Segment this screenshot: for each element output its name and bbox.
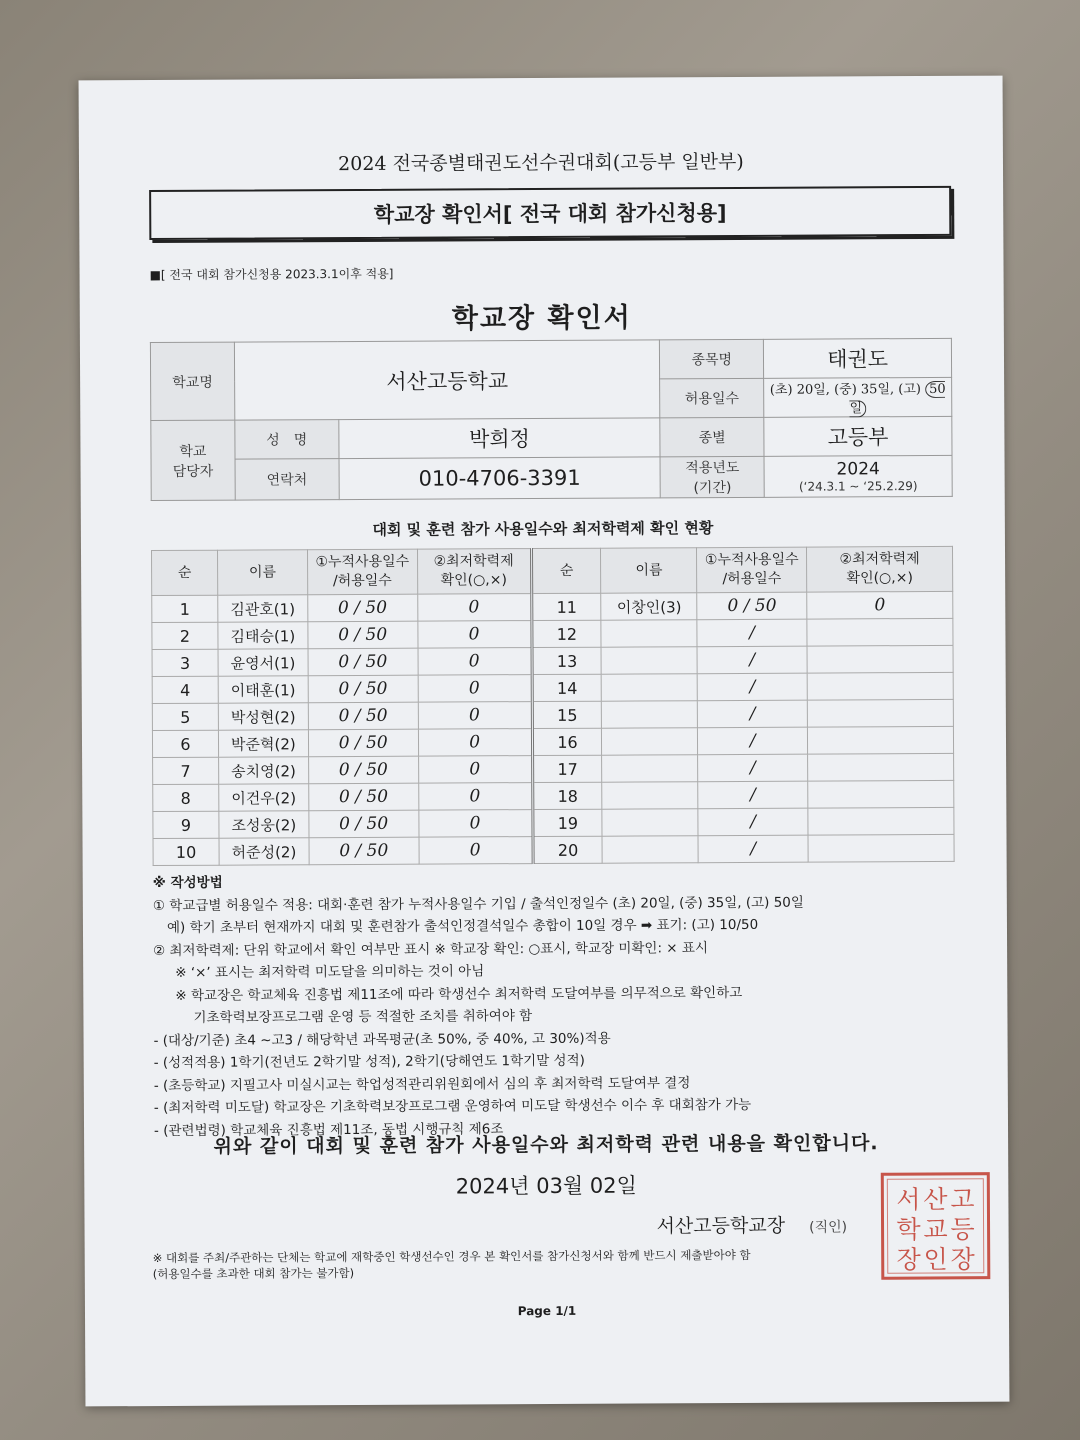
event-value: 태권도 — [764, 338, 952, 378]
footnote-line2: (허용일수를 초과한 대회 참가는 불가함) — [152, 1266, 355, 1282]
col-check: ②최저학력제 확인(○,×) — [417, 549, 531, 595]
official-seal-stamp — [878, 1170, 993, 1283]
svg-text:서: 서 — [896, 1185, 921, 1215]
col-no: 순 — [151, 550, 217, 595]
document-title: 학교장 확인서[ 전국 대회 참가신청용] — [373, 201, 727, 227]
allowed-days-value — [764, 377, 952, 417]
staff-label-line1: 학교 — [179, 443, 207, 460]
table-row: 4 이태훈(1) 0 / 50 0 14 / — [152, 672, 953, 703]
instruction-line: - (대상/기준) 초4 ~고3 / 해당학년 과목평균(초 50%, 중 40%, 고 30%)적용 — [153, 1030, 611, 1049]
school-name-value: 서산고등학교 — [234, 340, 660, 420]
instructions-block — [153, 868, 974, 1142]
applicability-note: ■[ 전국 대회 참가신청용 2023.3.1이후 적용] — [149, 266, 394, 283]
footnote-line1: ※ 대회를 주최/주관하는 단체는 학교에 재학중인 학생선수인 경우 본 확인서를 참가신청서와 함께 반드시 제출받아야 함 — [152, 1247, 751, 1266]
table-row: 7 송치영(2) 0 / 50 0 17 / — [153, 753, 954, 784]
division-value: 고등부 — [764, 416, 952, 456]
svg-text:장: 장 — [896, 1245, 921, 1275]
svg-text:학: 학 — [896, 1215, 921, 1245]
svg-text:산: 산 — [923, 1184, 948, 1215]
table-row: 2 김태승(1) 0 / 50 0 12 / — [152, 618, 953, 649]
staff-name-value: 박희정 — [339, 418, 661, 459]
staff-name-label: 성 명 — [235, 420, 339, 460]
table-row: 6 박준혁(2) 0 / 50 0 16 / — [152, 726, 953, 757]
seal-suffix: (직인) — [809, 1219, 848, 1236]
col-name-right: 이름 — [601, 548, 697, 594]
svg-text:인: 인 — [923, 1244, 948, 1275]
year-value-cell — [764, 455, 952, 497]
instruction-line: - (관련법령) 학교체육 진흥법 제11조, 동법 시행규칙 제6조 — [153, 1120, 504, 1139]
instruction-line: ① 학교급별 허용일수 적용: 대회·훈련 참가 누적사용일수 기입 / 출석인정일수 (초) 20일, (중) 35일, (고) 50일 — [152, 894, 804, 914]
instruction-line: 기초학력보장프로그램 운영 등 적절한 조치를 취하여야 함 — [193, 1008, 533, 1026]
issue-date: 2024년 03월 02일 — [455, 1173, 637, 1199]
school-name-label: 학교명 — [150, 342, 234, 420]
event-label: 종목명 — [660, 339, 764, 379]
contact-label: 연락처 — [235, 459, 339, 501]
allowed-days-label: 허용일수 — [660, 378, 764, 418]
table-row: 5 박성현(2) 0 / 50 0 15 / — [152, 699, 953, 730]
confirmation-statement: 위와 같이 대회 및 훈련 참가 사용일수와 최저학력 관련 내용을 확인합니다. — [213, 1132, 879, 1158]
form-title: 학교장 확인서 — [451, 302, 632, 335]
division-label: 종별 — [660, 417, 764, 457]
svg-text:고: 고 — [950, 1184, 975, 1214]
col-no-right: 순 — [531, 548, 601, 593]
principal-signature — [656, 1210, 847, 1238]
col-name: 이름 — [217, 550, 307, 595]
instruction-line: 예) 학기 초부터 현재까지 대회 및 훈련참가 출석인정결석일수 총합이 10일 경우 ➡ 표기: (고) 10/50 — [166, 916, 759, 936]
document-title-box — [149, 186, 951, 240]
instruction-line: ※ 학교장은 학교체육 진흥법 제11조에 따라 학생선수 최저학력 도달여부를 의무적으로 확인하고 — [175, 984, 743, 1004]
instruction-line: - (성적적용) 1학기(전년도 2학기말 성적), 2학기(당해연도 1학기말 성적) — [153, 1052, 585, 1072]
year-value: 2024 — [836, 459, 880, 480]
roster-section-title: 대회 및 훈련 참가 사용일수와 최저학력제 확인 현황 — [372, 519, 714, 539]
table-row: 8 이건우(2) 0 / 50 0 18 / — [153, 780, 954, 811]
principal-title: 서산고등학교장 — [656, 1214, 786, 1238]
year-label — [660, 456, 764, 498]
allowed-days-circled: 50일 — [849, 381, 946, 417]
athlete-roster-table — [151, 546, 955, 866]
year-period: (‘24.3.1 ~ ‘25.2.29) — [798, 479, 918, 494]
instruction-line: ※ ‘×’ 표시는 최저학력 미도달을 의미하는 것이 아님 — [175, 963, 485, 981]
year-label-line1: 적용년도 — [685, 459, 740, 477]
svg-text:등: 등 — [950, 1214, 975, 1244]
table-row: 1 김관호(1) 0 / 50 0 11 이창인(3) 0 / 50 0 — [152, 591, 953, 622]
staff-label-line2: 담당자 — [172, 463, 214, 480]
svg-text:교: 교 — [923, 1214, 948, 1245]
instruction-line: - (최저학력 미도달) 학교장은 기초학력보장프로그램 운영하여 미도달 학생선수 이수 후 대회참가 가능 — [153, 1096, 752, 1117]
contact-value: 010-4706-3391 — [339, 457, 661, 500]
footnote — [153, 1246, 953, 1282]
school-info-table — [150, 338, 953, 501]
instruction-line: ② 최저학력제: 단위 학교에서 확인 여부만 표시 ※ 학교장 확인: ○표시, 학교장 미확인: × 표시 — [153, 939, 709, 959]
instructions-heading: ※ 작성방법 — [152, 874, 223, 892]
col-days: ①누적사용일수 /허용일수 — [307, 549, 417, 595]
instruction-line: - (초등학교) 지필고사 미실시교는 학업성적관리위원회에서 심의 후 최저학력 도달여부 결정 — [153, 1074, 691, 1094]
table-row: 3 윤영서(1) 0 / 50 0 13 / — [152, 645, 953, 676]
table-row: 9 조성웅(2) 0 / 50 0 19 / — [153, 807, 954, 838]
staff-label — [151, 420, 235, 500]
page-number: Page 1/1 — [517, 1303, 577, 1319]
year-label-line2: (기간) — [693, 480, 732, 497]
col-check-right: ②최저학력제 확인(○,×) — [807, 546, 953, 592]
competition-heading: 2024 전국종별태권도선수권대회(고등부 일반부) — [338, 150, 744, 176]
table-row: 10 허준성(2) 0 / 50 0 20 / — [153, 834, 954, 865]
svg-text:장: 장 — [950, 1244, 975, 1274]
document-page — [79, 76, 1010, 1407]
col-days-right: ①누적사용일수 /허용일수 — [697, 547, 807, 593]
allowed-days-text: (초) 20일, (중) 35일, (고) — [769, 382, 922, 398]
